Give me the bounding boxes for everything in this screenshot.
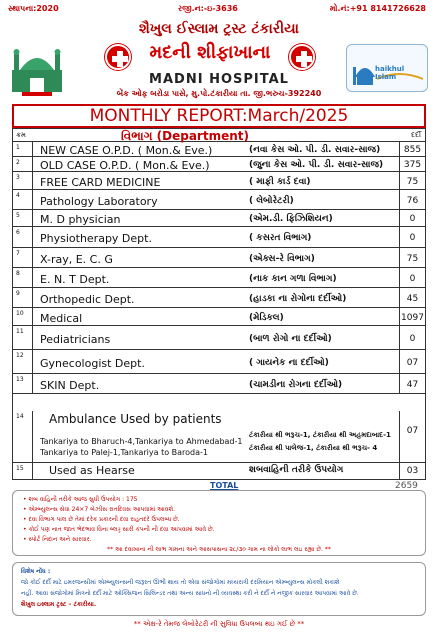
department-name-gujarati: (મેડિકલ) — [249, 313, 284, 323]
patient-count: 855 — [399, 142, 425, 156]
report-title: MONTHLY REPORT:March/2025 — [12, 104, 426, 128]
table-row — [13, 157, 425, 172]
special-note-title: વિશેષ નોંધ : — [21, 568, 51, 575]
established-text: સ્થાપના:2020 — [8, 4, 59, 13]
red-cross-icon — [105, 44, 131, 70]
table-row — [13, 248, 425, 268]
row-number: 13 — [13, 374, 33, 393]
department-name: Pediatricians — [40, 333, 111, 346]
department-name: OLD CASE O.P.D. ( Mon.& Eve.) — [40, 159, 210, 172]
patient-count: 45 — [399, 288, 425, 307]
row-number: 3 — [13, 172, 33, 189]
patient-count: 0 — [399, 210, 425, 226]
column-header-count: દર્દી — [411, 131, 421, 139]
department-name: SKIN Dept. — [40, 379, 100, 392]
patient-count: 0 — [399, 227, 425, 247]
special-note-line: જો કોઈ દર્દી માટે ઇમરજન્સીમાં એમ્બ્યુલન્સની જરૂરત ઊભી થાય તો એવા સંજોગોમાં મધ્યરાત્રી દરમિયાન એમ્બ્યુલન્સ મોકલી શકાશે — [21, 579, 340, 586]
department-name-gujarati: (એમ.ડી. ફિઝિશિયન) — [249, 214, 333, 224]
department-name-gujarati: (નાક કાન ગળા વિભાગ) — [249, 274, 337, 284]
department-name: Medical — [40, 312, 83, 325]
ambulance-count: 07 — [399, 411, 425, 462]
hearse-count: 03 — [399, 463, 425, 480]
department-name-gujarati: (ચામડીના રોગના દર્દીઓ) — [249, 380, 343, 390]
note-line: • સ્પોર્ટ નિદાન અને સારવાર. — [23, 536, 92, 543]
header-top-line — [8, 4, 430, 18]
red-cross-icon — [289, 44, 315, 70]
department-name: Physiotherapy Dept. — [40, 232, 152, 245]
row-number: 12 — [13, 350, 33, 373]
note-line: • દવા વિભાગ પાલ છે તેમાં દરેક પ્રકારની દવા રાહતદરે ઉપલબ્ધ છે. — [23, 516, 180, 523]
patient-count: 1097 — [399, 308, 425, 325]
department-name-gujarati: ( કસરત વિભાગ) — [249, 233, 312, 243]
trust-signature: શૈખુલ ઇસ્લામ ટ્રસ્ટ – ટંકારીયા. — [21, 601, 97, 608]
department-name-gujarati: ( લેબોરેટરી) — [249, 196, 294, 206]
patient-count: 75 — [399, 172, 425, 189]
report-table — [12, 128, 426, 480]
hospital-address: બેંક ઓફ બરોડા પાસે, મુ.પો.ટંકારીયા તા. જી.ભરુચ-392240 — [116, 89, 322, 98]
department-name: E. N. T Dept. — [40, 273, 110, 286]
row-number: 8 — [13, 268, 33, 287]
footer-note: ** એક્ષ-રે તેમજ લેબોરેટરી ની સુવિધા ઉપલબ્ધ થઇ ગઈ છે ** — [133, 620, 305, 628]
department-name-gujarati: ( ગાયનેક ના દર્દીઓ) — [249, 358, 329, 368]
trust-name: શૈખુલ ઈસ્લામ ટ્રસ્ટ ટંકારીયા — [139, 21, 299, 37]
column-header-department: વિભાગ (Department) — [121, 129, 249, 143]
patient-count: 375 — [399, 157, 425, 171]
table-row — [13, 210, 425, 227]
table-row — [13, 172, 425, 190]
ambulance-row — [13, 411, 425, 463]
department-name-gujarati: (બાળ રોગો ના દર્દીઓ) — [249, 334, 332, 344]
ambulance-route-line-2: Tankariya to Palej-1,Tankariya to Baroda-1 — [40, 448, 208, 457]
patient-count: 07 — [399, 350, 425, 373]
department-name: X-ray, E. C. G — [40, 253, 113, 266]
patient-count: 0 — [399, 326, 425, 349]
row-number: 15 — [13, 463, 33, 480]
column-header-no: ક્રમ — [16, 131, 26, 139]
table-header-row — [13, 129, 425, 142]
note-line: • એમ્બ્યુલન્સ સેવા 24×7 બેઝીસ રાતદિવસ આપવામાં આવશે. — [23, 506, 176, 513]
row-number: 5 — [13, 210, 33, 226]
table-row — [13, 326, 425, 350]
note-line: • કોઈ પણ નાત જાત ભેદભાવ વિના બ્લડ્ડ સારી કંપની ની દવા આપવામાં આવે છે. — [23, 526, 215, 533]
hospital-name-english: MADNI HOSPITAL — [149, 72, 289, 87]
row-number: 14 — [13, 411, 33, 462]
department-name-gujarati: (હાડકા ના રોગોના દર્દીઓ) — [249, 294, 347, 304]
row-number: 7 — [13, 248, 33, 267]
note-line: ** આ દવાખાના ની લાભ ગામના અને આસપાસના ૨૮/૩૦ ગામ ના લોકો લાભ લઇ રહ્યા છે. ** — [107, 546, 331, 553]
ambulance-title: Ambulance Used by patients — [49, 412, 222, 426]
table-row — [13, 227, 425, 248]
row-number: 2 — [13, 157, 33, 171]
row-number: 4 — [13, 190, 33, 209]
row-number: 9 — [13, 288, 33, 307]
registration-text: રજી.ન:-ઇ-3636 — [178, 4, 238, 13]
department-name-gujarati: ( માફી કાર્ડ દવા) — [249, 177, 311, 187]
table-row — [13, 308, 425, 326]
department-name: Gynecologist Dept. — [40, 357, 145, 370]
row-number: 1 — [13, 142, 33, 156]
table-row — [13, 374, 425, 394]
department-name: Orthopedic Dept. — [40, 293, 135, 306]
table-row — [13, 142, 425, 157]
total-label: TOTAL — [210, 481, 239, 490]
special-note-line: નહીં. આવા સંજોગોમાં મિત્રનો દર્દી માટે ઓક્સિજન સિલિન્ડર તથા અન્ય સાધનો ની વ્યવસ્થા કરી ને દર્દી ને નજીક સારવાર આપવામાં આવે છે. — [21, 590, 359, 597]
department-name: NEW CASE O.P.D. ( Mon.& Eve.) — [40, 144, 213, 157]
patient-count: 47 — [399, 374, 425, 393]
hearse-row — [13, 463, 425, 480]
table-row — [13, 268, 425, 288]
department-name: Pathology Laboratory — [40, 195, 158, 208]
department-name-gujarati: (એક્સ-રે વિભાગ) — [249, 254, 315, 264]
department-name-gujarati: (નવા કેસ ઓ. પી. ડી. સવાર-સાજ) — [249, 145, 381, 155]
row-number: 10 — [13, 308, 33, 325]
patient-count: 0 — [399, 268, 425, 287]
table-row — [13, 190, 425, 210]
ambulance-route-gujarati-1: ટંકારીયા થી ભરૂચ-1, ટંકારીયા થી અહમદાબાદ-1 — [249, 431, 391, 439]
hearse-label: Used as Hearse — [49, 464, 135, 477]
hospital-name-gujarati: મદની શીફાખાના — [149, 42, 271, 63]
patient-count: 75 — [399, 248, 425, 267]
patient-count: 76 — [399, 190, 425, 209]
mobile-text: મો.નં:+91 8141726628 — [329, 4, 426, 13]
table-row — [13, 288, 425, 308]
ambulance-route-line-1: Tankariya to Bharuch-4,Tankariya to Ahmedabad-1 — [40, 437, 243, 446]
total-value: 2659 — [395, 481, 418, 491]
row-number: 11 — [13, 326, 33, 349]
table-row — [13, 350, 425, 374]
row-number: 6 — [13, 227, 33, 247]
ambulance-route-gujarati-2: ટંકારીયા થી પાલેજ-1, ટંકારીયા થી ભરૂચ- 4 — [249, 444, 378, 452]
notes-box — [12, 490, 426, 556]
hearse-label-gujarati: શબવાહિની તરીકે ઉપયોગ — [249, 465, 344, 475]
department-name: M. D physician — [40, 213, 121, 226]
special-note-box — [12, 562, 426, 616]
shaikhul-islam-logo — [346, 44, 428, 92]
department-name-gujarati: (જુના કેસ ઓ. પી. ડી. સવાર-સાજ) — [249, 160, 384, 170]
note-line: • શબ વાહિની તરીકે આજ સુધી ઉપયોગ : 175 — [23, 496, 138, 503]
logo-text: haikhul Islam — [375, 65, 405, 81]
department-name: FREE CARD MEDICINE — [40, 176, 161, 189]
